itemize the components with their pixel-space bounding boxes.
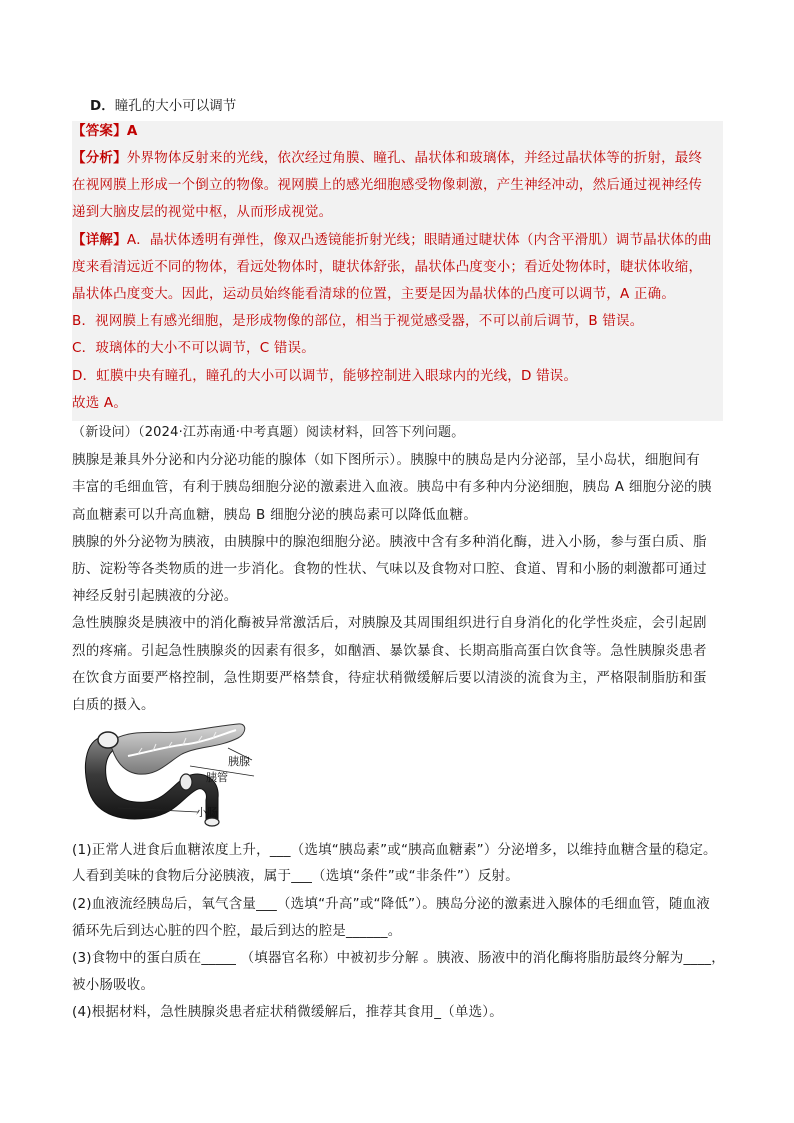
detail-line-7: 故选 A。	[72, 395, 128, 411]
detail-text: A．晶状体透明有弹性，像双凸透镜能折射光线；眼睛通过睫状体（内含平滑肌）调节晶状体的曲	[126, 232, 712, 248]
question-line: 人看到美味的食物后分泌胰液，属于___（选填“条件”或“非条件”）反射。	[72, 868, 519, 884]
detail-line-4: B．视网膜上有感光细胞，是形成物像的部位，相当于视觉感受器，不可以前后调节，B 错误。	[72, 313, 644, 329]
label-duct: 胰管	[206, 771, 228, 784]
question-line: (2)血液流经胰岛后，氧气含量___（选填“升高”或“降低”）。胰岛分泌的激素进入腺体的毛细血管，随血液	[72, 896, 710, 912]
detail-line-5: C．玻璃体的大小不可以调节，C 错误。	[72, 340, 315, 356]
analysis-text: 外界物体反射来的光线，依次经过角膜、瞳孔、晶状体和玻璃体，并经过晶状体等的折射，最终	[126, 150, 703, 166]
option-d	[90, 96, 236, 116]
passage-line: 高血糖素可以升高血糖，胰岛 B 细胞分泌的胰岛素可以降低血糖。	[72, 507, 478, 523]
question-line: (4)根据材料，急性胰腺炎患者症状稍微缓解后，推荐其食用_（单选）。	[72, 1004, 503, 1020]
option-d-text: 瞳孔的大小可以调节	[114, 98, 237, 114]
question-line: 被小肠吸收。	[72, 977, 155, 993]
question-line: 循环先后到达心脏的四个腔，最后到达的腔是______。	[72, 923, 402, 939]
question-line: (3)食物中的蛋白质在_____ （填器官名称）中被初步分解 。胰液、肠液中的消化酶将脂肪最终分解为____，	[72, 950, 725, 966]
passage-line: 胰腺的外分泌物为胰液，由胰腺中的腺泡细胞分泌。胰液中含有多种消化酶，进入小肠，参与蛋白质、脂	[72, 534, 707, 550]
answer-line	[72, 121, 137, 141]
passage-line: 烈的疼痛。引起急性胰腺炎的因素有很多，如酗酒、暴饮暴食、长期高脂高蛋白饮食等。急性胰腺炎患者	[72, 643, 707, 659]
passage-line: 急性胰腺炎是胰液中的消化酶被异常激活后，对胰腺及其周围组织进行自身消化的化学性炎症，会引起剧	[72, 615, 707, 631]
passage-line: 白质的摄入。	[72, 697, 155, 713]
question-line: (1)正常人进食后血糖浓度上升，___（选填“胰岛素”或“胰高血糖素”）分泌增多，以维持血糖含量的稳定。	[72, 842, 717, 858]
pancreas-illustration	[78, 718, 268, 830]
answer-value: A	[126, 123, 138, 139]
passage-line: 神经反射引起胰液的分泌。	[72, 588, 238, 604]
detail-line-1	[72, 230, 712, 250]
label-pancreas: 胰腺	[228, 755, 250, 768]
option-d-label: D．	[90, 98, 115, 114]
question-header: （新设问）（2024·江苏南通·中考真题）阅读材料，回答下列问题。	[72, 425, 465, 440]
passage-line: 丰富的毛细血管，有利于胰岛细胞分泌的激素进入血液。胰岛中有多种内分泌细胞，胰岛 A 细胞分泌的胰	[72, 479, 712, 495]
detail-line-3: 晶状体凸度变大。因此，运动员始终能看清球的位置，主要是因为晶状体的凸度可以调节，A 正确。	[72, 286, 676, 302]
label-intestine: 小肠	[196, 806, 218, 819]
analysis-line-1	[72, 148, 702, 168]
detail-line-6: D．虹膜中央有瞳孔，瞳孔的大小可以调节，能够控制进入眼球内的光线，D 错误。	[72, 368, 578, 384]
passage-line: 胰腺是兼具外分泌和内分泌功能的腺体（如下图所示）。胰腺中的胰岛是内分泌部，呈小岛状，细胞间有	[72, 452, 701, 468]
detail-tag: 【详解】	[72, 232, 127, 248]
pancreas-figure	[78, 718, 268, 830]
detail-line-2: 度来看清远近不同的物体，看远处物体时，睫状体舒张，晶状体凸度变小；看近处物体时，睫状体收缩，	[72, 259, 703, 275]
analysis-line-3: 递到大脑皮层的视觉中枢，从而形成视觉。	[72, 204, 333, 220]
passage-line: 在饮食方面要严格控制，急性期要严格禁食，待症状稍微缓解后要以清淡的流食为主，严格限制脂肪和蛋	[72, 670, 707, 686]
analysis-tag: 【分析】	[72, 150, 127, 166]
answer-tag: 【答案】	[72, 123, 127, 139]
analysis-line-2: 在视网膜上形成一个倒立的物像。视网膜上的感光细胞感受物像刺激，产生神经冲动，然后通过视神经传	[72, 177, 703, 193]
passage-line: 肪、淀粉等各类物质的进一步消化。食物的性状、气味以及食物对口腔、食道、胃和小肠的刺激都可通过	[72, 561, 707, 577]
